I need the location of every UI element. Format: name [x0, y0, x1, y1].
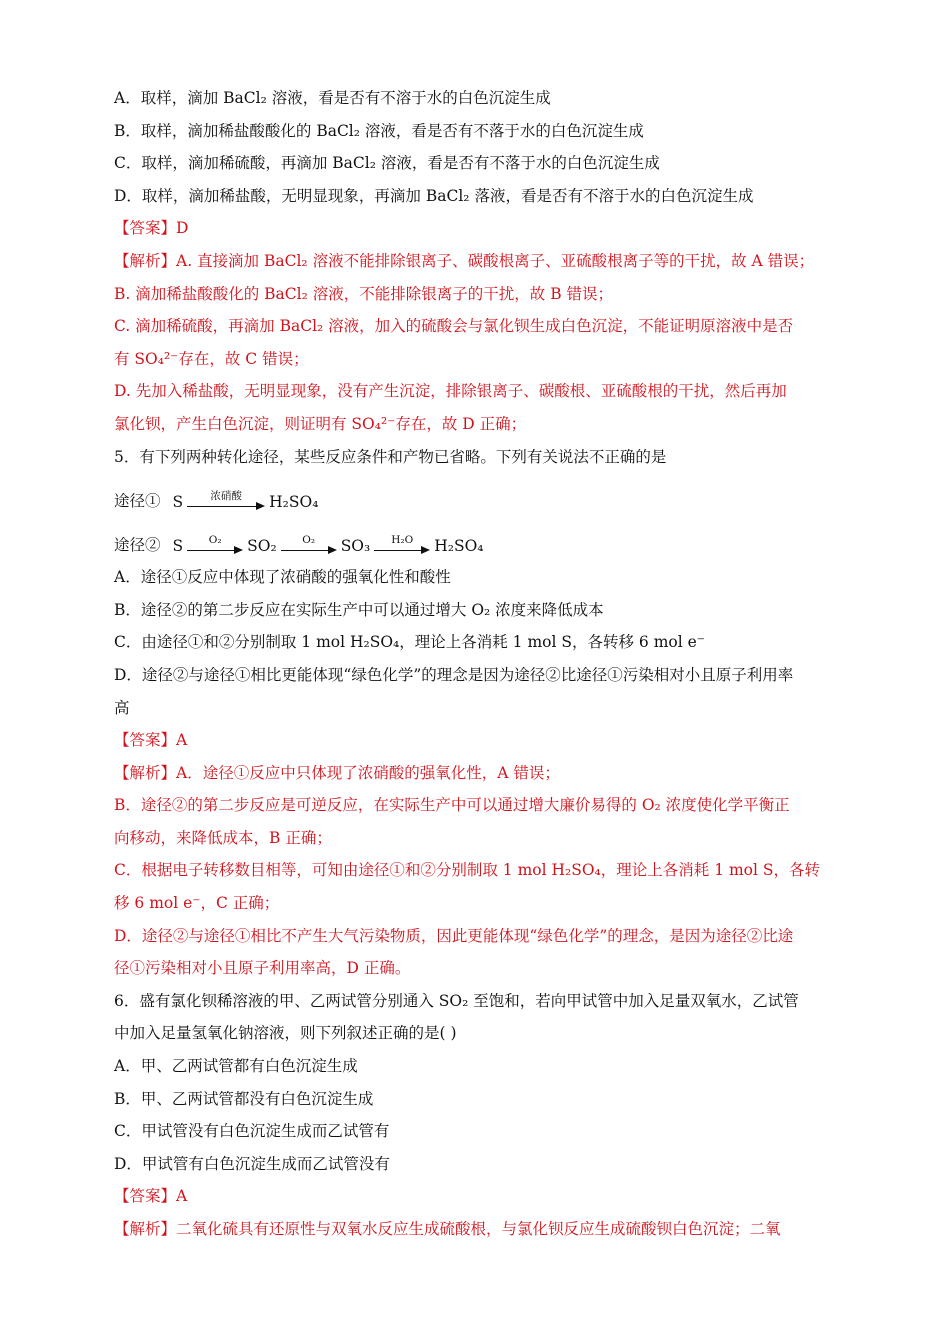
question-5-stem: 5．有下列两种转化途径，某些反应条件和产物已省略。下列有关说法不正确的是 — [114, 447, 667, 466]
q5-option-b: B．途径②的第二步反应在实际生产中可以通过增大 O₂ 浓度来降低成本 — [114, 600, 604, 619]
q5-answer: 【答案】A — [114, 731, 188, 750]
q5-analysis-line: 移 6 mol e⁻，C 正确； — [114, 894, 280, 913]
q6-analysis — [114, 1213, 838, 1246]
q5-option-a: A．途径①反应中体现了浓硝酸的强氧化性和酸性 — [114, 568, 451, 587]
q4-option-a: A．取样，滴加 BaCl₂ 溶液，看是否有不溶于水的白色沉淀生成 — [114, 89, 551, 107]
question-5-options — [114, 561, 838, 724]
q4-option-c: C．取样，滴加稀硫酸，再滴加 BaCl₂ 溶液，看是否有不落于水的白色沉淀生成 — [114, 154, 660, 173]
q5-analysis-line: 【解析】A．途径①反应中只体现了浓硝酸的强氧化性，A 错误； — [114, 763, 560, 782]
q5-option-c: C．由途径①和②分别制取 1 mol H₂SO₄，理论上各消耗 1 mol S，各转移 6 mol e⁻ — [114, 633, 705, 652]
q4-analysis-line: 有 SO₄²⁻存在，故 C 错误； — [114, 349, 309, 368]
q4-analysis-line: 氯化钡，产生白色沉淀，则证明有 SO₄²⁻存在，故 D 正确； — [114, 414, 527, 433]
document-page — [114, 82, 838, 1246]
q5-analysis — [114, 757, 838, 985]
arrow-icon — [187, 502, 265, 511]
route-2-equation — [114, 517, 838, 561]
reaction-arrow — [281, 534, 337, 561]
reaction-arrow — [374, 534, 430, 561]
arrow-icon — [374, 546, 430, 555]
q4-option-d: D．取样，滴加稀盐酸，无明显现象，再滴加 BaCl₂ 落液，看是否有不溶于水的白色沉淀生成 — [114, 186, 754, 205]
route-2-reagent-3: H₂O — [391, 534, 414, 547]
route-1-equation — [114, 473, 838, 517]
q4-analysis-line: B. 滴加稀盐酸酸化的 BaCl₂ 溶液，不能排除银离子的干扰，故 B 错误； — [114, 284, 614, 303]
q5-analysis-line: D．途径②与途径①相比不产生大气污染物质，因此更能体现“绿色化学”的理念，是因为途径②比途 — [114, 926, 794, 945]
q5-analysis-line: 向移动，来降低成本，B 正确； — [114, 828, 332, 847]
q5-analysis-line: C．根据电子转移数目相等，可知由途径①和②分别制取 1 mol H₂SO₄，理论上各消耗 1 mol S，各转 — [114, 861, 821, 880]
q4-analysis-line: D. 先加入稀盐酸，无明显现象，没有产生沉淀，排除银离子、碳酸根、亚硫酸根的干扰，然后再加 — [114, 382, 787, 401]
route-1-start: S — [172, 493, 184, 512]
q4-analysis-line: C. 滴加稀硫酸，再滴加 BaCl₂ 溶液，加入的硫酸会与氯化钡生成白色沉淀，不能证明原溶液中是否 — [114, 317, 794, 336]
q5-analysis-line: B．途径②的第二步反应是可逆反应，在实际生产中可以通过增大廉价易得的 O₂ 浓度使化学平衡正 — [114, 796, 790, 815]
q6-option-d: D．甲试管有白色沉淀生成而乙试管没有 — [114, 1154, 390, 1173]
q6-stem-line: 中加入足量氢氧化钠溶液，则下列叙述正确的是( ) — [114, 1024, 457, 1043]
question-6-options — [114, 1050, 838, 1180]
reaction-arrow — [187, 490, 265, 517]
q4-answer: 【答案】D — [114, 219, 189, 238]
route-2-reagent-2: O₂ — [302, 534, 316, 547]
q4-analysis-line: 【解析】A. 直接滴加 BaCl₂ 溶液不能排除银离子、碳酸根离子、亚硫酸根离子等的干扰，故 A 错误； — [114, 251, 815, 270]
arrow-icon — [281, 546, 337, 555]
question-4-options — [114, 82, 838, 212]
route-1-product: H₂SO₄ — [269, 493, 319, 512]
route-2-start: S — [172, 537, 184, 556]
route-1-reagent: 浓硝酸 — [210, 490, 242, 503]
q4-analysis — [114, 245, 838, 441]
q6-answer: 【答案】A — [114, 1187, 188, 1206]
route-1-label: 途径① — [114, 492, 161, 511]
q5-option-d: D．途径②与途径①相比更能体现“绿色化学”的理念是因为途径②比途径①污染相对小且原子利用率 — [114, 665, 794, 684]
q6-analysis-line: 【解析】二氧化硫具有还原性与双氧水反应生成硫酸根，与氯化钡反应生成硫酸钡白色沉淀；二氧 — [114, 1220, 781, 1238]
q6-option-c: C．甲试管没有白色沉淀生成而乙试管有 — [114, 1122, 390, 1141]
route-2-intermediate-1: SO₂ — [247, 537, 277, 556]
q6-option-b: B．甲、乙两试管都没有白色沉淀生成 — [114, 1089, 374, 1108]
reaction-arrow — [187, 534, 243, 561]
route-2-product: H₂SO₄ — [434, 537, 484, 556]
q5-analysis-line: 径①污染相对小且原子利用率高，D 正确。 — [114, 959, 411, 978]
q5-option-d-cont: 高 — [114, 698, 130, 717]
route-2-intermediate-2: SO₃ — [340, 537, 371, 556]
route-2-label: 途径② — [114, 536, 161, 555]
q6-stem-line: 6．盛有氯化钡稀溶液的甲、乙两试管分别通入 SO₂ 至饱和，若向甲试管中加入足量双氧水，乙试管 — [114, 991, 799, 1010]
q4-option-b: B．取样，滴加稀盐酸酸化的 BaCl₂ 溶液，看是否有不落于水的白色沉淀生成 — [114, 121, 644, 140]
arrow-icon — [187, 546, 243, 555]
route-2-reagent-1: O₂ — [208, 534, 222, 547]
q6-option-a: A．甲、乙两试管都有白色沉淀生成 — [114, 1057, 358, 1076]
question-6-stem — [114, 985, 838, 1050]
